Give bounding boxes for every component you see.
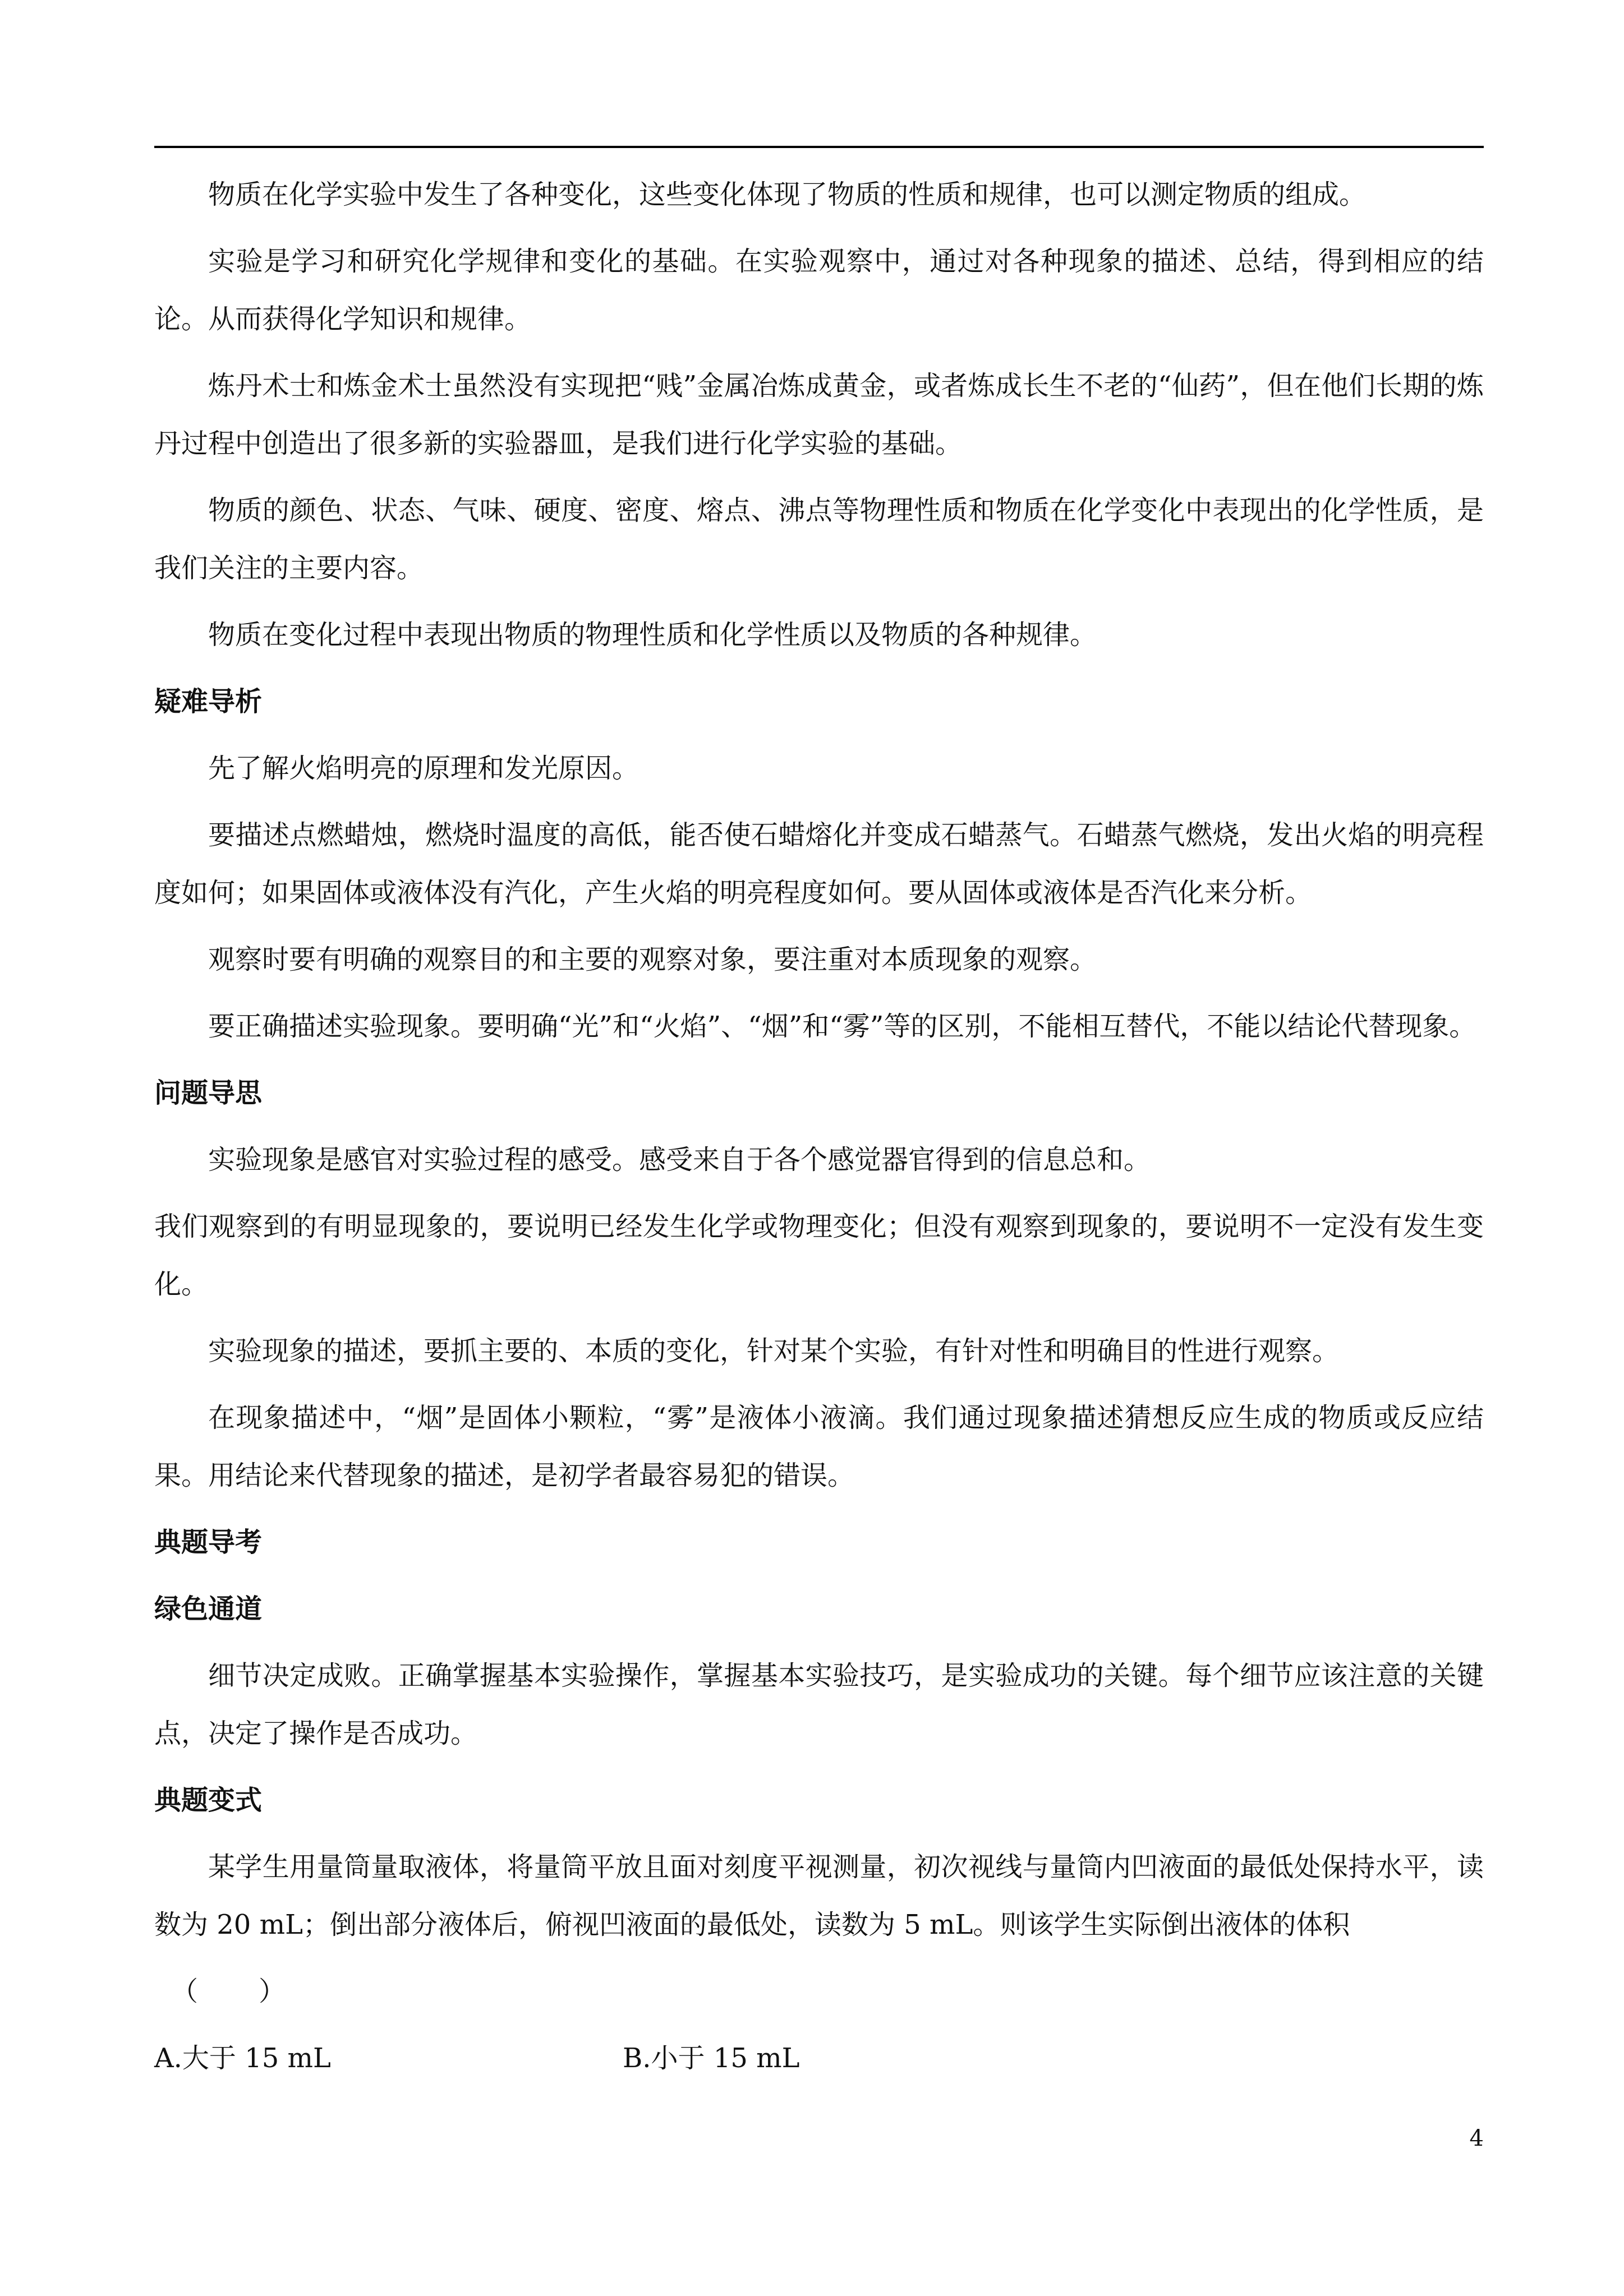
intro-paragraph-2: 实验是学习和研究化学规律和变化的基础。在实验观察中，通过对各种现象的描述、总结，得到相应的结论。从而获得化学知识和规律。	[154, 246, 1484, 335]
intro-paragraph-4: 物质的颜色、状态、气味、硬度、密度、熔点、沸点等物理性质和物质在化学变化中表现出的化学性质，是我们关注的主要内容。	[154, 495, 1484, 584]
difficulty-paragraph-4: 要正确描述实验现象。要明确“光”和“火焰”、“烟”和“雾”等的区别，不能相互替代，不能以结论代替现象。	[208, 1011, 1476, 1042]
option-b: B.小于 15 mL	[623, 2043, 800, 2074]
heading-exam: 典题导考	[154, 1527, 263, 1558]
heading-difficulty: 疑难导析	[154, 686, 263, 717]
difficulty-paragraph-3: 观察时要有明确的观察目的和主要的观察对象，要注重对本质现象的观察。	[208, 944, 1097, 975]
page-number: 4	[1469, 2126, 1484, 2151]
document-body	[154, 166, 1484, 2087]
heading-variant: 典题变式	[154, 1785, 263, 1816]
questions-paragraph-4: 在现象描述中，“烟”是固体小颗粒，“雾”是液体小液滴。我们通过现象描述猜想反应生成的物质或反应结果。用结论来代替现象的描述，是初学者最容易犯的错误。	[154, 1402, 1484, 1491]
questions-paragraph-3: 实验现象的描述，要抓主要的、本质的变化，针对某个实验，有针对性和明确目的性进行观察。	[208, 1335, 1340, 1367]
heading-questions: 问题导思	[154, 1077, 263, 1109]
difficulty-paragraph-2: 要描述点燃蜡烛，燃烧时温度的高低，能否使石蜡熔化并变成石蜡蒸气。石蜡蒸气燃烧，发出火焰的明亮程度如何；如果固体或液体没有汽化，产生火焰的明亮程度如何。要从固体或液体是否汽化来分析。	[154, 819, 1484, 909]
intro-paragraph-5: 物质在变化过程中表现出物质的物理性质和化学性质以及物质的各种规律。	[208, 619, 1097, 651]
variant-question: 某学生用量筒量取液体，将量筒平放且面对刻度平视测量，初次视线与量筒内凹液面的最低处保持水平，读数为 20 mL；倒出部分液体后，俯视凹液面的最低处，读数为 5 mL。则该学生实际倒出液体的体积	[154, 1851, 1484, 1940]
header-rule	[154, 146, 1484, 148]
difficulty-paragraph-1: 先了解火焰明亮的原理和发光原因。	[208, 753, 640, 784]
option-a: A.大于 15 mL	[154, 2043, 331, 2074]
questions-paragraph-1: 实验现象是感官对实验过程的感受。感受来自于各个感觉器官得到的信息总和。	[208, 1144, 1151, 1175]
questions-paragraph-2: 我们观察到的有明显现象的，要说明已经发生化学或物理变化；但没有观察到现象的，要说明不一定没有发生变化。	[154, 1211, 1484, 1300]
answer-parentheses: （ ）	[171, 1976, 288, 2007]
green-channel-paragraph: 细节决定成败。正确掌握基本实验操作，掌握基本实验技巧，是实验成功的关键。每个细节应该注意的关键点，决定了操作是否成功。	[154, 1660, 1484, 1749]
answer-options	[154, 2030, 1484, 2087]
intro-paragraph-3: 炼丹术士和炼金术士虽然没有实现把“贱”金属冶炼成黄金，或者炼成长生不老的“仙药”，但在他们长期的炼丹过程中创造出了很多新的实验器皿，是我们进行化学实验的基础。	[154, 370, 1484, 459]
intro-paragraph-1: 物质在化学实验中发生了各种变化，这些变化体现了物质的性质和规律，也可以测定物质的组成。	[208, 179, 1367, 210]
heading-green-channel: 绿色通道	[154, 1593, 263, 1625]
